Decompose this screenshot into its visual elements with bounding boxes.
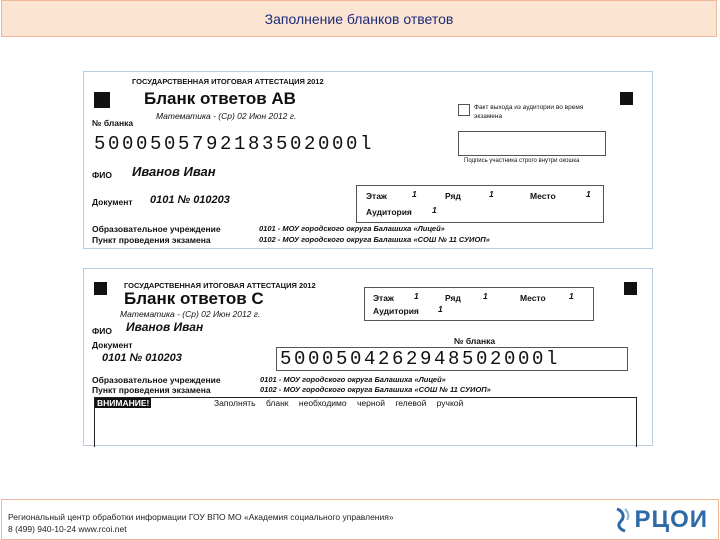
form-c-doc-value: 0101 № 010203: [102, 352, 182, 364]
form-ab-doc-label: Документ: [92, 197, 133, 207]
form-ab: [83, 71, 653, 249]
rcoi-logo: [613, 506, 708, 534]
form-c-exam-point-value: 0102 - МОУ городского округа Балашиха «СОШ № 11 СУИОП»: [260, 385, 491, 394]
exit-checkbox[interactable]: [458, 104, 470, 116]
form-ab-seat-label: Место: [530, 191, 556, 201]
form-c-floor-label: Этаж: [373, 293, 394, 303]
form-ab-fio-label: ФИО: [92, 170, 112, 180]
exit-checkbox-label: Факт выхода из аудитории во время экзамена: [474, 104, 584, 120]
footer-org-line: Региональный центр обработки информации ГОУ ВПО МО «Академия социального управления»: [8, 512, 394, 522]
form-ab-location-box: [356, 185, 604, 223]
form-ab-doc-value: 0101 № 010203: [150, 194, 230, 206]
form-c-fio-value: Иванов Иван: [126, 320, 204, 334]
footer-contact-line: 8 (499) 940-10-24 www.rcoi.net: [8, 524, 127, 534]
form-c-room-value: 1: [438, 304, 443, 314]
form-ab-header: ГОСУДАРСТВЕННАЯ ИТОГОВАЯ АТТЕСТАЦИЯ 2012: [132, 77, 324, 86]
form-ab-exam-point-value: 0102 - МОУ городского округа Балашиха «СОШ № 11 СУИОП»: [259, 235, 490, 244]
form-c-exam-point-label: Пункт проведения экзамена: [92, 385, 211, 395]
form-ab-room-value: 1: [432, 205, 437, 215]
form-ab-marker-right: [620, 92, 633, 105]
form-c-row-label: Ряд: [445, 293, 461, 303]
form-c-seat-value: 1: [569, 291, 574, 301]
form-c-marker-left: [94, 282, 107, 295]
form-c: [83, 268, 653, 446]
form-ab-fio-value: Иванов Иван: [132, 164, 216, 179]
form-c-row-value: 1: [483, 291, 488, 301]
form-c-header: ГОСУДАРСТВЕННАЯ ИТОГОВАЯ АТТЕСТАЦИЯ 2012: [124, 281, 316, 290]
form-c-school-label: Образовательное учреждение: [92, 375, 221, 385]
form-c-doc-label: Документ: [92, 340, 133, 350]
form-ab-school-value: 0101 - МОУ городского округа Балашиха «Лицей»: [259, 224, 445, 233]
form-ab-floor-label: Этаж: [366, 191, 387, 201]
rcoi-logo-icon: [613, 507, 635, 533]
form-ab-title: Бланк ответов АВ: [144, 89, 296, 108]
form-ab-blank-no-label: № бланка: [92, 118, 134, 128]
form-ab-room-label: Аудитория: [366, 207, 412, 217]
form-c-school-value: 0101 - МОУ городского округа Балашиха «Лицей»: [260, 375, 446, 384]
form-c-attention-text: Заполнять бланк необходимо черной гелевой ручкой: [214, 398, 464, 408]
form-c-seat-label: Место: [520, 293, 546, 303]
form-ab-school-label: Образовательное учреждение: [92, 224, 221, 234]
form-c-blank-number: 5000504262948502000l: [280, 348, 561, 370]
form-ab-subject: Математика - (Ср) 02 Июн 2012 г.: [156, 111, 297, 121]
form-c-marker-right: [624, 282, 637, 295]
form-c-subject: Математика - (Ср) 02 Июн 2012 г.: [120, 309, 261, 319]
form-ab-row-value: 1: [489, 189, 494, 199]
form-c-room-label: Аудитория: [373, 306, 419, 316]
form-ab-seat-value: 1: [586, 189, 591, 199]
footer: [1, 499, 719, 540]
form-c-blank-no-label: № бланка: [454, 336, 496, 346]
form-c-fio-label: ФИО: [92, 326, 112, 336]
rcoi-logo-text: РЦОИ: [634, 506, 708, 533]
slide-title: Заполнение бланков ответов: [264, 10, 454, 27]
form-c-attention-label: ВНИМАНИЕ!: [97, 398, 150, 408]
form-ab-exam-point-label: Пункт проведения экзамена: [92, 235, 211, 245]
form-ab-floor-value: 1: [412, 189, 417, 199]
form-ab-marker-left: [94, 92, 110, 108]
slide-header: [1, 0, 717, 37]
form-c-floor-value: 1: [414, 291, 419, 301]
signature-box[interactable]: [458, 131, 606, 156]
form-ab-row-label: Ряд: [445, 191, 461, 201]
form-c-title: Бланк ответов С: [124, 289, 264, 308]
form-ab-blank-number: 5000505792183502000l: [94, 133, 375, 155]
signature-caption: Подпись участника строго внутри окошка: [464, 158, 580, 164]
